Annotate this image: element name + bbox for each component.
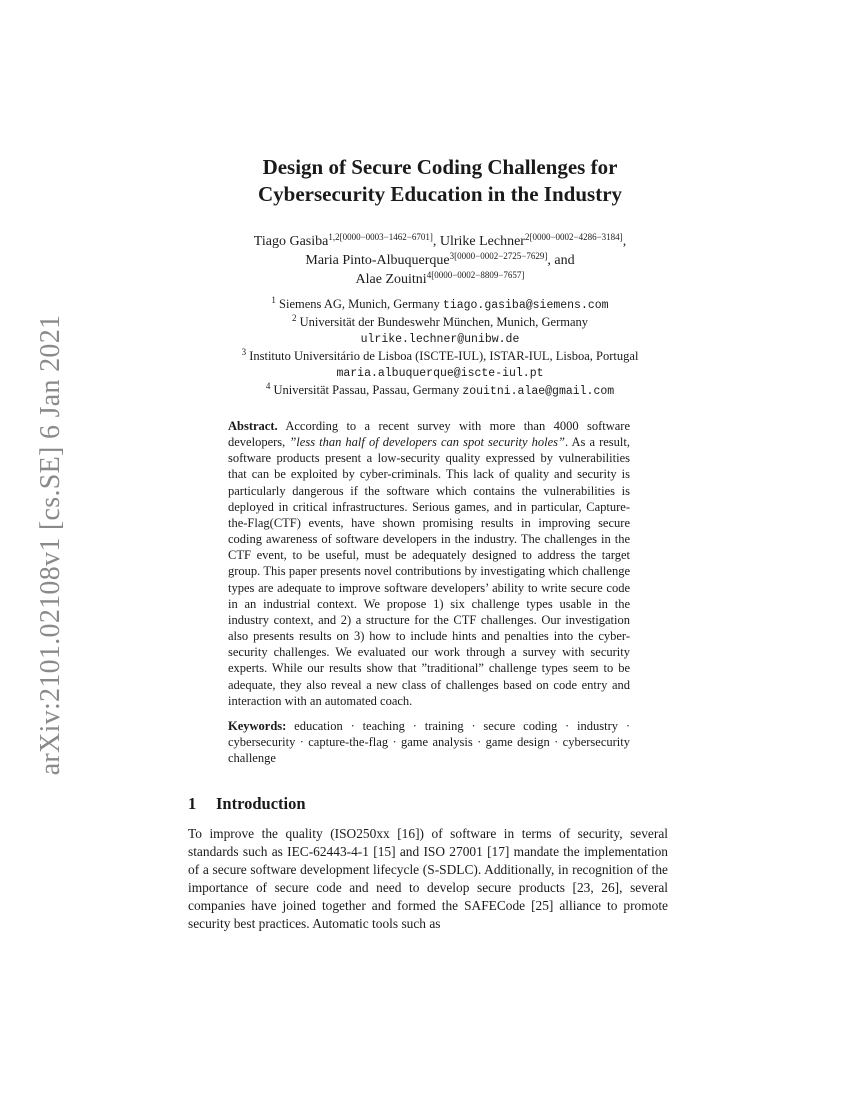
abstract bbox=[228, 418, 630, 766]
author-separator: , bbox=[432, 234, 440, 249]
keywords-text: education · teaching · training · secure coding · industry · cybersecurity · capture-the-flag · game analysis · game design · cybersecurity challenge bbox=[228, 718, 630, 766]
abstract-quote: ”less than half of developers can spot security holes” bbox=[289, 435, 565, 450]
affiliation-text: Universität der Bundeswehr München, Munich, Germany bbox=[299, 315, 589, 329]
author-name: Alae Zouitni bbox=[355, 272, 427, 287]
affiliation-text: Siemens AG, Munich, Germany bbox=[279, 297, 443, 311]
author-separator: , bbox=[622, 234, 627, 249]
author-name: Tiago Gasiba bbox=[253, 234, 329, 249]
affiliations bbox=[150, 296, 730, 400]
affiliation-2 bbox=[150, 314, 730, 331]
author-list bbox=[150, 232, 730, 289]
keywords bbox=[228, 718, 630, 766]
author-orcid: 3[0000−0002−2725−7629] bbox=[449, 251, 548, 261]
abstract-paragraph bbox=[228, 418, 630, 709]
affiliation-3 bbox=[150, 348, 730, 365]
affiliation-email[interactable]: tiago.gasiba@siemens.com bbox=[442, 299, 609, 312]
section-title: Introduction bbox=[216, 794, 306, 813]
affiliation-email[interactable]: ulrike.lechner@unibw.de bbox=[360, 333, 520, 346]
title-line-1: Design of Secure Coding Challenges for bbox=[262, 155, 618, 179]
affiliation-email[interactable]: zouitni.alae@gmail.com bbox=[462, 385, 615, 398]
affiliation-4 bbox=[150, 382, 730, 400]
section-heading bbox=[188, 794, 306, 814]
affiliation-number: 2 bbox=[291, 313, 297, 323]
section-number: 1 bbox=[188, 794, 197, 813]
author-orcid: 4[0000−0002−8809−7657] bbox=[426, 270, 525, 280]
author-orcid: 2[0000−0002−4286−3184] bbox=[524, 232, 623, 242]
arxiv-identifier: arXiv:2101.02108v1 [cs.SE] 6 Jan 2021 bbox=[35, 314, 66, 776]
paper-title bbox=[150, 154, 730, 208]
affiliation-text: Universität Passau, Passau, Germany bbox=[273, 383, 463, 397]
affiliation-1 bbox=[150, 296, 730, 314]
affiliation-email[interactable]: maria.albuquerque@iscte-iul.pt bbox=[336, 367, 544, 380]
abstract-label: Abstract. bbox=[228, 419, 278, 433]
author-separator: , and bbox=[547, 253, 575, 268]
affiliation-number: 1 bbox=[271, 295, 276, 305]
title-line-2: Cybersecurity Education in the Industry bbox=[257, 182, 623, 206]
author-line-3 bbox=[150, 270, 730, 289]
intro-paragraph: To improve the quality (ISO250xx [16]) of software in terms of security, several standards such as IEC-62443-4-1 [15] and ISO 27001 [17] mandate the implementation of a secure software development lifecycle (S-SDLC). Additionally, in recognition of the importance of secure code and need to develop secure products [23, 26], several companies have joined together and formed the SAFECode [25] alliance to promote security best practices. Automatic tools such as bbox=[188, 826, 668, 931]
author-name: Ulrike Lechner bbox=[439, 234, 525, 249]
abstract-text: According to a recent survey with more than 4000 software developers, bbox=[228, 419, 630, 450]
author-orcid: 1,2[0000−0003−1462−6701] bbox=[328, 232, 433, 242]
keywords-label: Keywords: bbox=[228, 718, 287, 733]
author-name: Maria Pinto-Albuquerque bbox=[305, 253, 450, 268]
affiliation-text: Instituto Universitário de Lisboa (ISCTE-IUL), ISTAR-IUL, Lisboa, Portugal bbox=[249, 349, 639, 363]
affiliation-number: 4 bbox=[265, 381, 271, 391]
abstract-text: . As a result, software products present a low-security quality expressed by vulnerabilities that can be exploited by cyber-criminals. This lack of quality and security is particularly dangerous if the software which contains the vulnerabilities is deployed in critical infrastructures. Serious games, and in particular, Capture-the-Flag(CTF) events, have shown promising results in improving secure coding awareness of software developers in the industry. The challenges in the CTF event, to be useful, must be adequately designed to address the target group. This paper presents novel contributions by investigating which challenge types are adequate to improve software developers’ ability to write secure code in an industrial context. We propose 1) six challenge types usable in the industry context, and 2) a structure for the CTF challenges. Our investigation also presents results on 3) how to include hints and penalties into the cyber-security challenges. We evaluated our work through a survey with security experts. While our results show that ”traditional” challenge types seem to be adequate, they also reveal a new class of challenges based on code entry and interaction with an automated coach. bbox=[228, 435, 630, 708]
author-line-2 bbox=[150, 251, 730, 270]
affiliation-number: 3 bbox=[241, 347, 247, 357]
author-line-1 bbox=[150, 232, 730, 251]
